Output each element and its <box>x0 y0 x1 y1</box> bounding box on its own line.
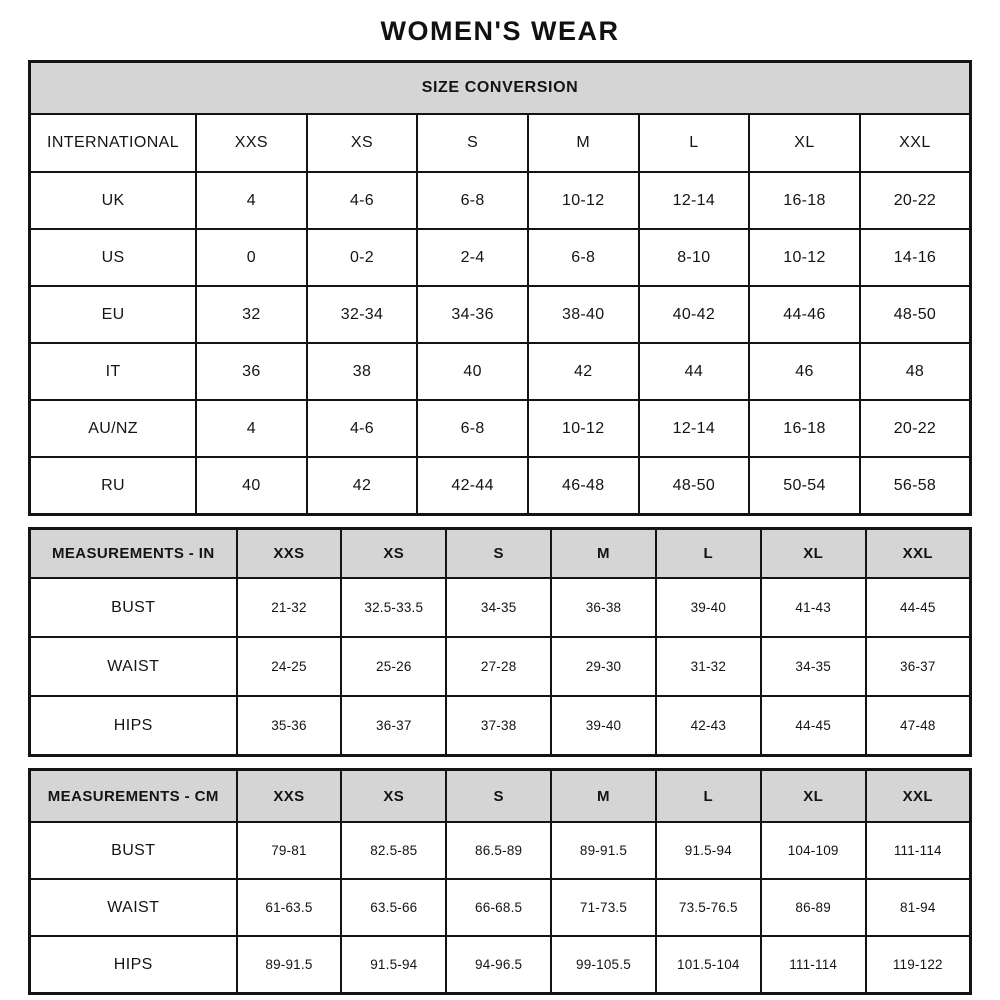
size-header: XXL <box>866 770 971 823</box>
measurements-cm-header-row <box>30 770 971 823</box>
size-cell: 32-34 <box>307 286 418 343</box>
table-row-waist-in <box>30 637 971 696</box>
measurement-cell: 31-32 <box>656 637 761 696</box>
size-cell: 48 <box>860 343 971 400</box>
measurement-cell: 61-63.5 <box>237 879 342 936</box>
size-cell: 4 <box>196 400 307 457</box>
measurement-cell: 94-96.5 <box>446 936 551 994</box>
size-header: XL <box>749 114 860 172</box>
size-header: L <box>656 529 761 579</box>
size-header: L <box>656 770 761 823</box>
measurement-cell: 81-94 <box>866 879 971 936</box>
size-cell: 42 <box>307 457 418 515</box>
measurement-cell: 25-26 <box>341 637 446 696</box>
size-cell: 4-6 <box>307 400 418 457</box>
measurements-in-table <box>28 527 972 757</box>
size-header: S <box>446 770 551 823</box>
size-cell: 4-6 <box>307 172 418 229</box>
size-header: XXS <box>237 529 342 579</box>
size-cell: 40 <box>196 457 307 515</box>
measurement-cell: 32.5-33.5 <box>341 578 446 637</box>
row-label: WAIST <box>30 879 237 936</box>
size-conversion-table <box>28 60 972 516</box>
measurement-cell: 111-114 <box>761 936 866 994</box>
size-cell: 56-58 <box>860 457 971 515</box>
measurement-cell: 36-37 <box>866 637 971 696</box>
measurement-cell: 91.5-94 <box>656 822 761 879</box>
size-header: M <box>528 114 639 172</box>
measurement-cell: 111-114 <box>866 822 971 879</box>
size-cell: 44 <box>639 343 750 400</box>
size-header: XL <box>761 770 866 823</box>
measurement-cell: 86.5-89 <box>446 822 551 879</box>
size-header: M <box>551 529 656 579</box>
size-cell: 46-48 <box>528 457 639 515</box>
measurement-cell: 27-28 <box>446 637 551 696</box>
size-cell: 0 <box>196 229 307 286</box>
table-row-hips-in <box>30 696 971 756</box>
size-cell: 0-2 <box>307 229 418 286</box>
page-title: WOMEN'S WEAR <box>380 16 620 46</box>
table-row-eu <box>30 286 971 343</box>
table-row-ru <box>30 457 971 515</box>
table-row-bust-in <box>30 578 971 637</box>
table-caption-row <box>30 62 971 115</box>
size-cell: 6-8 <box>528 229 639 286</box>
measurement-cell: 63.5-66 <box>341 879 446 936</box>
measurement-cell: 35-36 <box>237 696 342 756</box>
size-cell: 40 <box>417 343 528 400</box>
size-header: XS <box>341 529 446 579</box>
measurement-cell: 34-35 <box>446 578 551 637</box>
row-label: BUST <box>30 822 237 879</box>
size-cell: 42 <box>528 343 639 400</box>
size-cell: 6-8 <box>417 172 528 229</box>
table-row-uk <box>30 172 971 229</box>
row-header-international: INTERNATIONAL <box>30 114 197 172</box>
size-cell: 50-54 <box>749 457 860 515</box>
size-cell: 40-42 <box>639 286 750 343</box>
row-label: RU <box>30 457 197 515</box>
measurement-cell: 24-25 <box>237 637 342 696</box>
measurements-in-title: MEASUREMENTS - IN <box>30 529 237 579</box>
measurement-cell: 47-48 <box>866 696 971 756</box>
size-header: XXS <box>237 770 342 823</box>
size-cell: 48-50 <box>639 457 750 515</box>
size-cell: 42-44 <box>417 457 528 515</box>
row-label: BUST <box>30 578 237 637</box>
measurements-cm-table <box>28 768 972 995</box>
row-label: AU/NZ <box>30 400 197 457</box>
size-cell: 4 <box>196 172 307 229</box>
size-cell: 14-16 <box>860 229 971 286</box>
size-cell: 46 <box>749 343 860 400</box>
measurement-cell: 39-40 <box>656 578 761 637</box>
size-cell: 6-8 <box>417 400 528 457</box>
size-cell: 38-40 <box>528 286 639 343</box>
size-header-row <box>30 114 971 172</box>
size-header: XL <box>761 529 866 579</box>
size-header: XXL <box>860 114 971 172</box>
size-cell: 12-14 <box>639 400 750 457</box>
size-cell: 10-12 <box>528 172 639 229</box>
size-header: M <box>551 770 656 823</box>
size-header: S <box>417 114 528 172</box>
measurement-cell: 36-38 <box>551 578 656 637</box>
size-header: XXS <box>196 114 307 172</box>
size-cell: 10-12 <box>528 400 639 457</box>
size-header: XS <box>341 770 446 823</box>
measurement-cell: 42-43 <box>656 696 761 756</box>
size-header: XS <box>307 114 418 172</box>
measurement-cell: 71-73.5 <box>551 879 656 936</box>
size-cell: 48-50 <box>860 286 971 343</box>
measurement-cell: 44-45 <box>761 696 866 756</box>
size-header: XXL <box>866 529 971 579</box>
size-cell: 2-4 <box>417 229 528 286</box>
size-cell: 36 <box>196 343 307 400</box>
measurement-cell: 34-35 <box>761 637 866 696</box>
measurement-cell: 101.5-104 <box>656 936 761 994</box>
table-row-hips-cm <box>30 936 971 994</box>
measurement-cell: 41-43 <box>761 578 866 637</box>
measurement-cell: 104-109 <box>761 822 866 879</box>
measurement-cell: 89-91.5 <box>551 822 656 879</box>
row-label: EU <box>30 286 197 343</box>
measurement-cell: 119-122 <box>866 936 971 994</box>
measurement-cell: 79-81 <box>237 822 342 879</box>
row-label: WAIST <box>30 637 237 696</box>
size-cell: 16-18 <box>749 172 860 229</box>
size-cell: 10-12 <box>749 229 860 286</box>
measurement-cell: 39-40 <box>551 696 656 756</box>
measurement-cell: 21-32 <box>237 578 342 637</box>
measurement-cell: 36-37 <box>341 696 446 756</box>
size-cell: 8-10 <box>639 229 750 286</box>
table-row-us <box>30 229 971 286</box>
measurement-cell: 73.5-76.5 <box>656 879 761 936</box>
measurements-cm-title: MEASUREMENTS - CM <box>30 770 237 823</box>
measurement-cell: 91.5-94 <box>341 936 446 994</box>
size-cell: 16-18 <box>749 400 860 457</box>
measurement-cell: 86-89 <box>761 879 866 936</box>
measurement-cell: 89-91.5 <box>237 936 342 994</box>
row-label: IT <box>30 343 197 400</box>
table-gap <box>28 516 972 527</box>
measurements-in-header-row <box>30 529 971 579</box>
size-cell: 38 <box>307 343 418 400</box>
row-label: HIPS <box>30 696 237 756</box>
row-label: HIPS <box>30 936 237 994</box>
measurement-cell: 99-105.5 <box>551 936 656 994</box>
measurement-cell: 44-45 <box>866 578 971 637</box>
size-cell: 20-22 <box>860 172 971 229</box>
table-row-bust-cm <box>30 822 971 879</box>
measurement-cell: 66-68.5 <box>446 879 551 936</box>
measurement-cell: 37-38 <box>446 696 551 756</box>
size-cell: 34-36 <box>417 286 528 343</box>
row-label: US <box>30 229 197 286</box>
size-conversion-title: SIZE CONVERSION <box>30 62 971 115</box>
measurement-cell: 82.5-85 <box>341 822 446 879</box>
table-row-aunz <box>30 400 971 457</box>
size-header: L <box>639 114 750 172</box>
table-row-it <box>30 343 971 400</box>
table-row-waist-cm <box>30 879 971 936</box>
size-cell: 44-46 <box>749 286 860 343</box>
size-cell: 32 <box>196 286 307 343</box>
table-gap <box>28 757 972 768</box>
row-label: UK <box>30 172 197 229</box>
size-cell: 12-14 <box>639 172 750 229</box>
size-header: S <box>446 529 551 579</box>
size-cell: 20-22 <box>860 400 971 457</box>
measurement-cell: 29-30 <box>551 637 656 696</box>
